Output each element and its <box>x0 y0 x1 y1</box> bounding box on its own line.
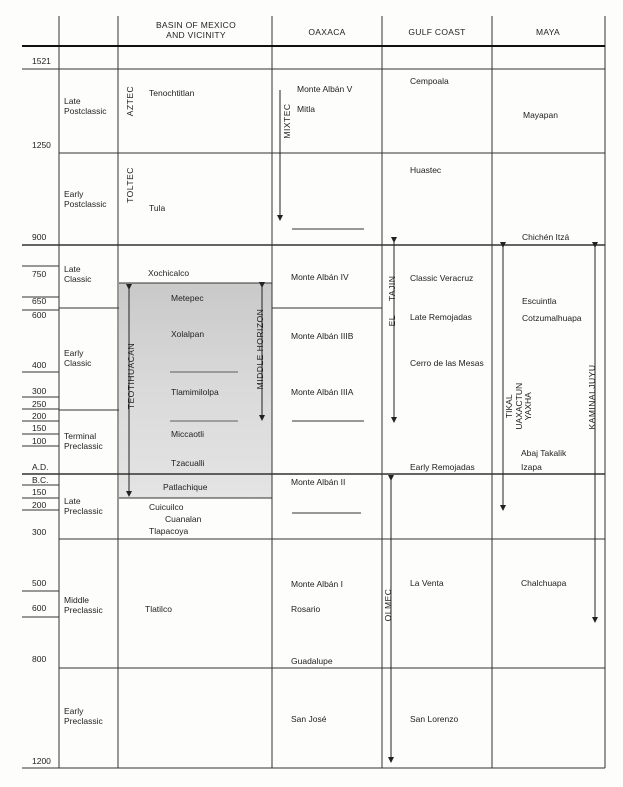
phase-late-remojadas: Late Remojadas <box>410 312 472 322</box>
site-cuanalan: Cuanalan <box>165 514 202 524</box>
year-label: 200 <box>32 411 47 421</box>
period-terminal-preclassic: Terminal Preclassic <box>64 431 103 451</box>
year-label: 300 <box>32 386 47 396</box>
year-label: B.C. <box>32 475 49 485</box>
phase-tlamimilolpa: Tlamimilolpa <box>171 387 219 397</box>
year-label: 1200 <box>32 756 51 766</box>
site-cerro-de-las-mesas: Cerro de las Mesas <box>410 358 484 368</box>
header-gulf: GULF COAST <box>408 27 466 37</box>
period-late-postclassic: Late Postclassic <box>64 96 107 116</box>
phase-monte-alban-iiia: Monte Albán IIIA <box>291 387 354 397</box>
year-label: 150 <box>32 487 47 497</box>
middle-horizon-label: MIDDLE HORIZON <box>255 308 265 390</box>
period-late-classic: Late Classic <box>64 264 92 284</box>
site-abaj-takalik: Abaj Takalik <box>521 448 567 458</box>
yaxha-label: YAXHA <box>522 392 533 421</box>
phase-san-jose: San José <box>291 714 327 724</box>
year-label: 100 <box>32 436 47 446</box>
phase-early-remojadas: Early Remojadas <box>410 462 475 472</box>
site-escuintla: Escuintla <box>522 296 557 306</box>
site-chichen-itza: Chichén Itzá <box>522 232 570 242</box>
site-mayapan: Mayapan <box>523 110 558 120</box>
year-label: A.D. <box>32 462 49 472</box>
kaminaljuyu-label: KAMINALJUYU <box>587 364 597 430</box>
header-maya: MAYA <box>535 27 561 37</box>
year-label: 1521 <box>32 56 51 66</box>
site-tlapacoya: Tlapacoya <box>149 526 189 536</box>
site-san-lorenzo: San Lorenzo <box>410 714 459 724</box>
year-label: 750 <box>32 269 47 279</box>
site-xochicalco: Xochicalco <box>148 268 190 278</box>
phase-patlachique: Patlachique <box>163 482 208 492</box>
header-oaxaca: OAXACA <box>308 27 346 37</box>
site-tlatilco: Tlatilco <box>145 604 172 614</box>
mixtec-label: MIXTEC <box>282 103 292 139</box>
year-label: 200 <box>32 500 47 510</box>
toltec-label: TOLTEC <box>125 167 135 203</box>
phase-monte-alban-v: Monte Albán V <box>297 84 353 94</box>
period-early-postclassic: Early Postclassic <box>64 189 107 209</box>
phase-monte-alban-iv: Monte Albán IV <box>291 272 349 282</box>
site-tenochtitlan: Tenochtitlan <box>149 88 195 98</box>
site-cotzumalhuapa: Cotzumalhuapa <box>522 313 582 323</box>
phase-guadalupe: Guadalupe <box>291 656 333 666</box>
year-label: 400 <box>32 360 47 370</box>
period-late-preclassic: Late Preclassic <box>64 496 103 516</box>
el-tajin-label: EL TAJIN <box>387 275 397 327</box>
phase-monte-alban-ii: Monte Albán II <box>291 477 346 487</box>
phase-rosario: Rosario <box>291 604 321 614</box>
period-early-preclassic: Early Preclassic <box>64 706 103 726</box>
year-label: 900 <box>32 232 47 242</box>
year-label: 650 <box>32 296 47 306</box>
phase-miccaotli: Miccaotli <box>171 429 205 439</box>
tikal-label: TIKAL <box>503 394 514 419</box>
site-cempoala: Cempoala <box>410 76 449 86</box>
site-huastec: Huastec <box>410 165 442 175</box>
site-izapa: Izapa <box>521 462 542 472</box>
phase-tzacualli: Tzacualli <box>171 458 205 468</box>
year-label: 1250 <box>32 140 51 150</box>
phase-monte-alban-i: Monte Albán I <box>291 579 343 589</box>
site-chalchuapa: Chalchuapa <box>521 578 567 588</box>
period-early-classic: Early Classic <box>64 348 92 368</box>
year-label: 800 <box>32 654 47 664</box>
site-la-venta: La Venta <box>410 578 444 588</box>
aztec-label: AZTEC <box>125 85 135 117</box>
phase-xolalpan: Xolalpan <box>171 329 205 339</box>
teotihuacan-label: TEOTIHUACAN <box>126 342 136 410</box>
phase-monte-alban-iiib: Monte Albán IIIB <box>291 331 354 341</box>
year-label: 500 <box>32 578 47 588</box>
tikal-uaxactun-yaxha-label <box>505 361 534 451</box>
phase-metepec: Metepec <box>171 293 204 303</box>
olmec-label: OLMEC <box>383 588 393 622</box>
site-cuicuilco: Cuicuilco <box>149 502 184 512</box>
year-label: 150 <box>32 423 47 433</box>
year-label: 300 <box>32 527 47 537</box>
year-label: 600 <box>32 310 47 320</box>
period-middle-preclassic: Middle Preclassic <box>64 595 103 615</box>
year-label: 250 <box>32 399 47 409</box>
site-tula: Tula <box>149 203 166 213</box>
site-classic-veracruz: Classic Veracruz <box>410 273 474 283</box>
uaxactun-label: UAXACTUN <box>513 382 524 430</box>
year-label: 600 <box>32 603 47 613</box>
site-mitla: Mitla <box>297 104 315 114</box>
header-basin: BASIN OF MEXICO AND VICINITY <box>155 20 237 40</box>
